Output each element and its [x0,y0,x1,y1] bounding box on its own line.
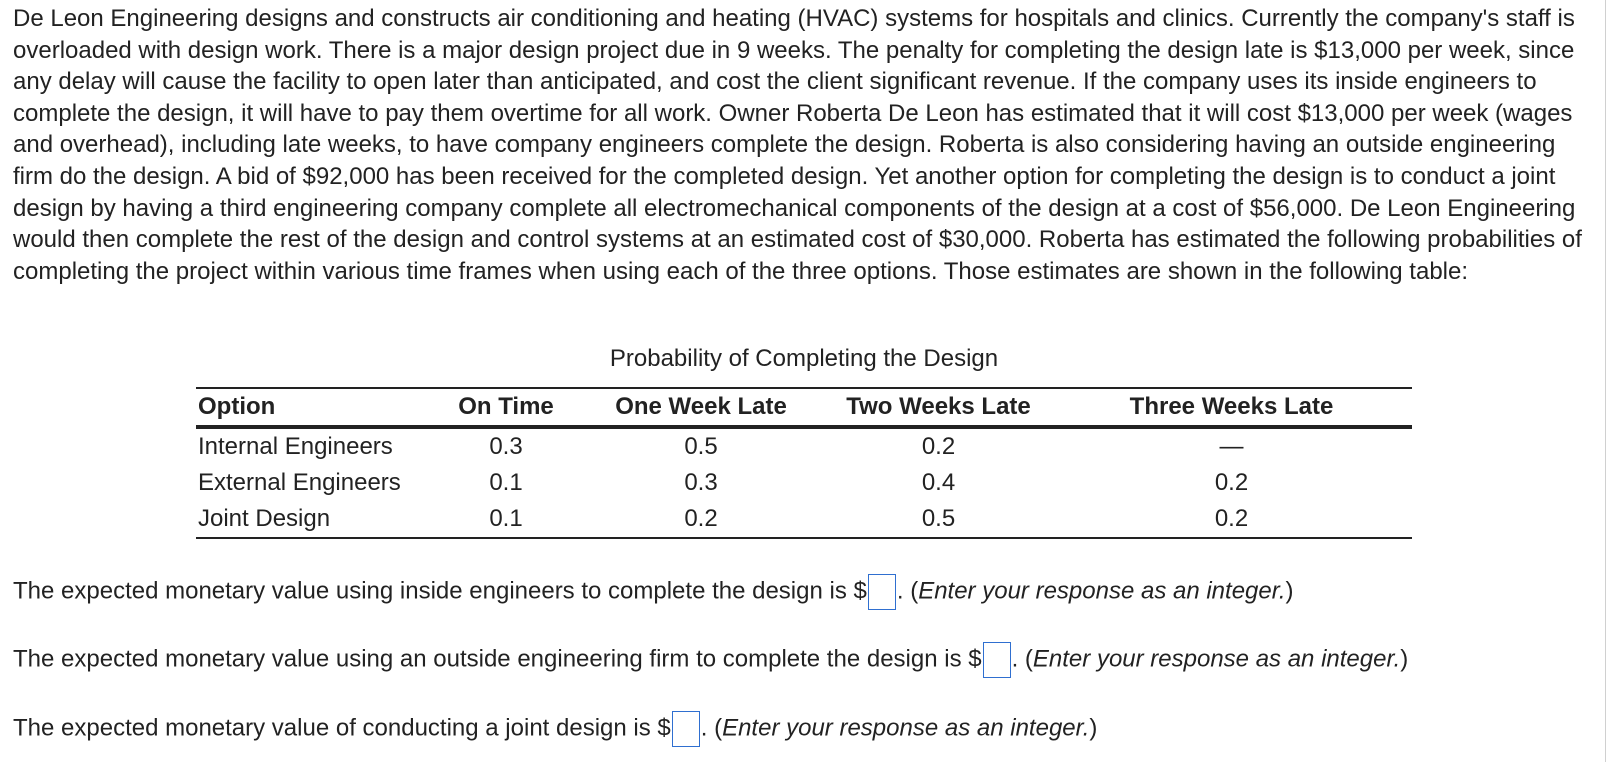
question-close: ) [1089,714,1098,742]
row-one-week-late: 0.5 [684,433,718,460]
row-on-time: 0.1 [489,469,523,496]
question-prefix: The expected monetary value using an outside engineering firm to complete the design is $ [13,645,982,673]
question-prefix: The expected monetary value of conducting a joint design is $ [13,714,671,742]
question-prefix: The expected monetary value using inside engineers to complete the design is $ [13,577,867,605]
row-option: Internal Engineers [198,433,393,460]
row-one-week-late: 0.3 [684,469,718,496]
row-option: Joint Design [196,501,436,538]
answer-input-inside-engineers[interactable] [868,574,896,610]
row-option: External Engineers [198,469,401,496]
problem-statement: De Leon Engineering designs and constructs air conditioning and heating (HVAC) systems for hospitals and clinics. Currently the company's staff is overloaded with design work. There is a major design project due in 9 weeks. The penalty for completing the design late is $13,000 per week, since any delay will cause the facility to open later than anticipated, and cost the client significant revenue. If the company uses its inside engineers to complete the design, it will have to pay them overtime for all work. Owner Roberta De Leon has estimated that it will cost $13,000 per week (wages and overhead), including late weeks, to have company engineers complete the design. Roberta is also considering having an outside engineering firm do the design. A bid of $92,000 has been received for the completed design. Yet another option for completing the design is to conduct a joint design by having a third engineering company complete all electromechanical components of the design at a cost of $56,000. De Leon Engineering would then complete the rest of the design and control systems at an estimated cost of $30,000. Roberta has estimated the following probabilities of completing the project within various time frames when using each of the three options. Those estimates are shown in the following table: [13,5,1582,285]
question-hint: Enter your response as an integer. [918,577,1286,605]
header-option: Option [196,388,436,427]
row-one-week-late: 0.2 [576,501,826,538]
row-three-weeks-late: — [1219,433,1244,460]
question-suffix: . ( [700,714,723,742]
table-row [196,427,1412,465]
header-three-weeks-late: Three Weeks Late [1051,388,1412,427]
row-on-time: 0.3 [489,433,523,460]
right-edge-rule [1605,0,1606,762]
question-outside-firm [13,642,1408,678]
header-one-week-late: One Week Late [576,388,826,427]
table-caption: Probability of Completing the Design [609,345,999,372]
question-suffix: . ( [1011,645,1033,673]
row-on-time: 0.1 [436,501,576,538]
question-inside-engineers [13,574,1294,610]
header-on-time: On Time [436,388,576,427]
row-three-weeks-late: 0.2 [1214,469,1249,496]
question-hint: Enter your response as an integer. [722,714,1090,742]
answer-input-joint-design[interactable] [672,711,700,747]
question-hint: Enter your response as an integer. [1032,645,1401,673]
table-row [196,465,1412,501]
row-three-weeks-late: 0.2 [1051,501,1412,538]
question-close: ) [1285,577,1294,605]
probability-table [196,387,1412,539]
question-suffix: . ( [896,577,919,605]
row-two-weeks-late: 0.5 [826,501,1051,538]
table-header-row [196,388,1412,427]
table-row [196,501,1412,538]
header-two-weeks-late: Two Weeks Late [826,388,1051,427]
row-two-weeks-late: 0.4 [921,469,956,496]
answer-input-outside-firm[interactable] [983,642,1011,678]
question-close: ) [1400,645,1409,673]
row-two-weeks-late: 0.2 [921,433,956,460]
question-joint-design [13,711,1097,747]
